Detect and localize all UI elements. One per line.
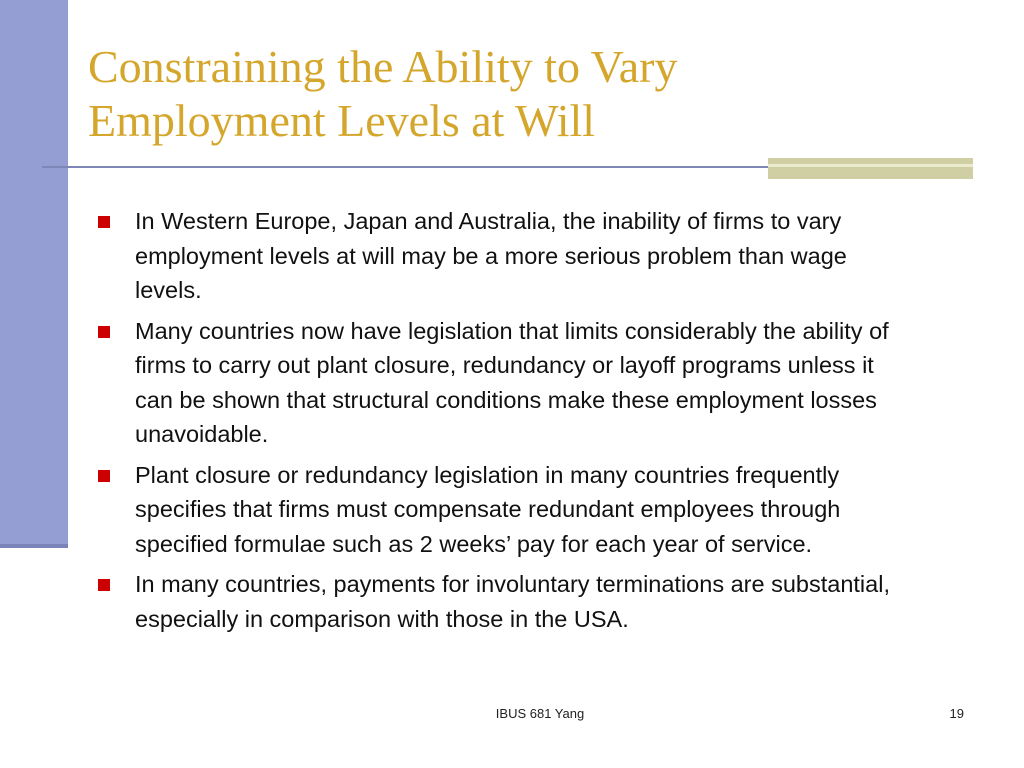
bullet-text: In Western Europe, Japan and Australia, the inability of firms to vary employment levels at will may be a more serious problem than wage levels. [135,208,847,303]
square-bullet-icon [98,216,110,228]
square-bullet-icon [98,326,110,338]
footer-page-number: 19 [949,706,964,721]
bullet-item [98,314,918,452]
square-bullet-icon [98,579,110,591]
left-accent-bar [0,0,68,548]
accent-block [768,158,973,179]
left-accent-bar-edge [0,544,68,548]
title-line-1: Constraining the Ability to Vary [88,41,678,92]
bullet-item [98,567,918,636]
bullet-item [98,204,918,308]
title-line-2: Employment Levels at Will [88,94,596,146]
slide-title [88,40,968,148]
bullet-item [98,458,918,562]
bullet-text: In many countries, payments for involuntary terminations are substantial, especially in comparison with those in the USA. [135,571,890,632]
bullet-text: Plant closure or redundancy legislation in many countries frequently specifies that firms must compensate redundant employees through specified formulae such as 2 weeks’ pay for each year of service. [135,461,841,557]
footer-course-label: IBUS 681 Yang [495,706,585,721]
bullet-text: Many countries now have legislation that limits considerably the ability of firms to carry out plant closure, redundancy or layoff programs unless it can be shown that structural conditions make these employment losses unavoidable. [135,317,889,447]
accent-block-highlight [768,164,973,167]
square-bullet-icon [98,470,110,482]
bullet-list [98,204,918,642]
